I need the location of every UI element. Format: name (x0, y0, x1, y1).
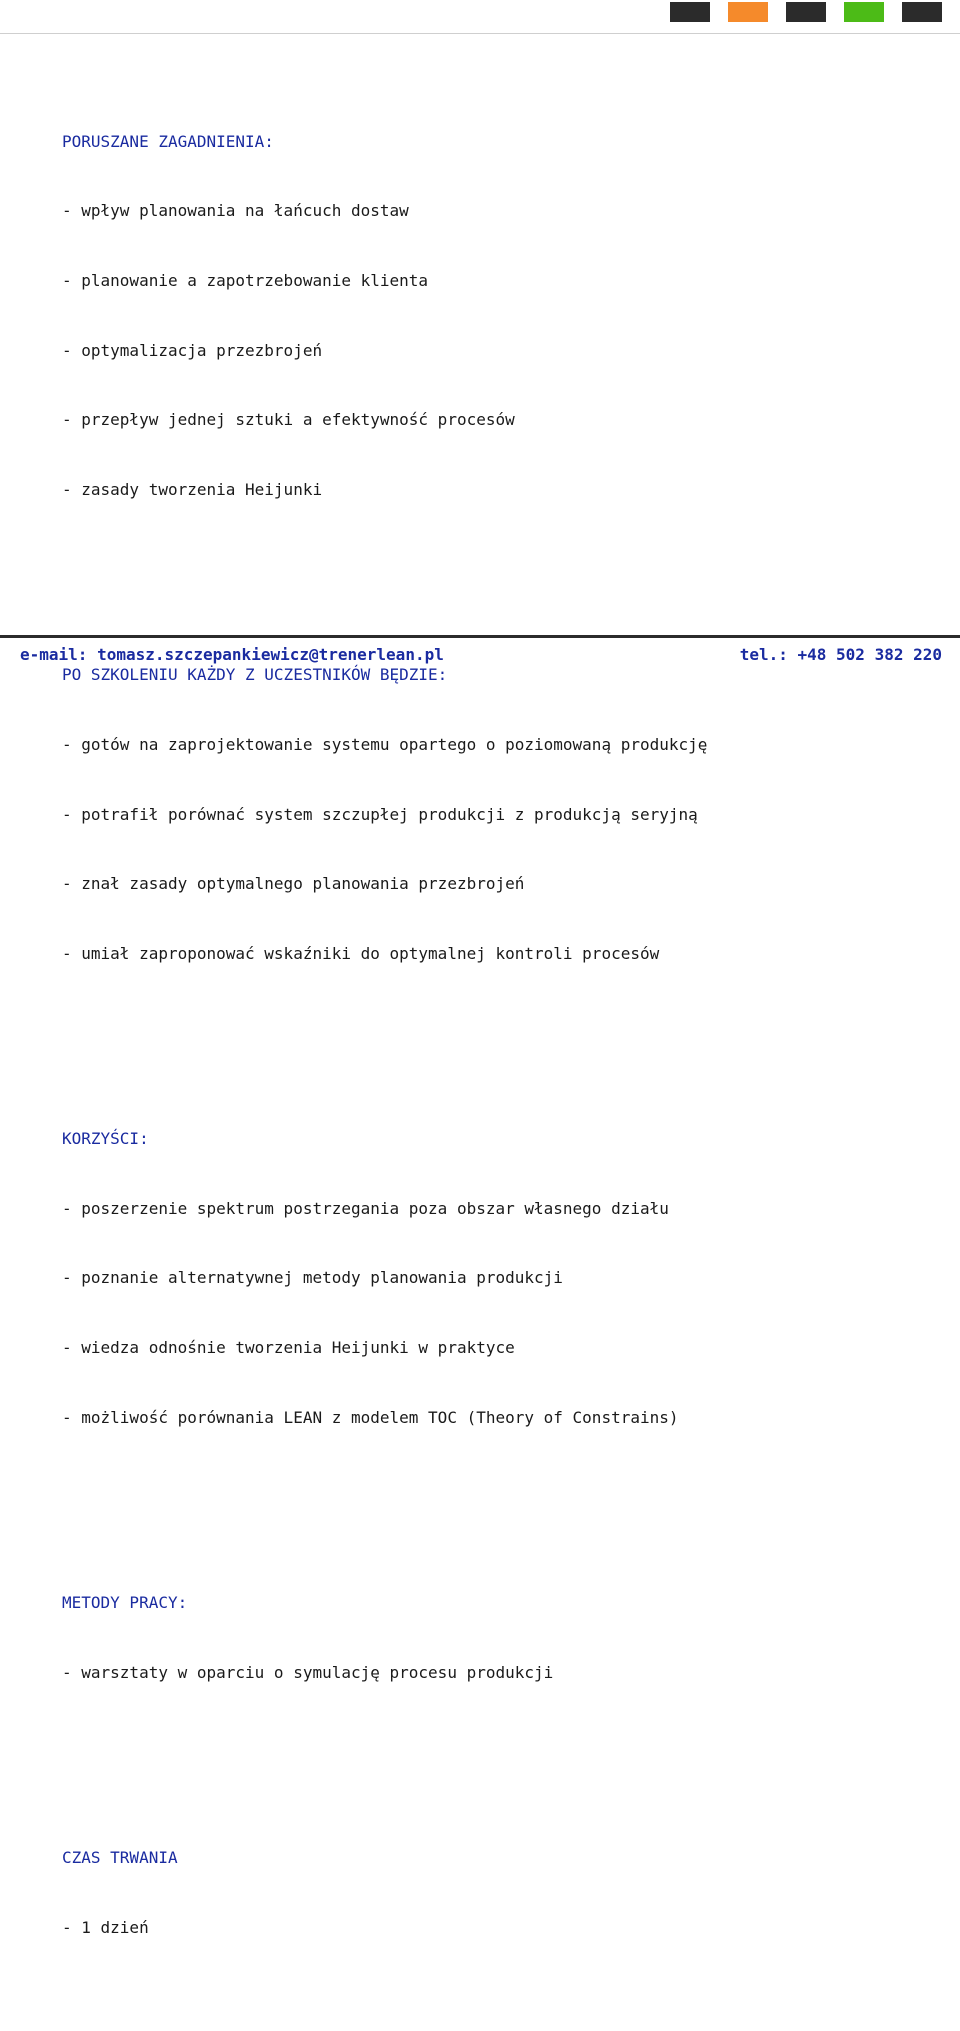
list-item: - znał zasady optymalnego planowania przezbrojeń (62, 874, 525, 894)
color-block (786, 2, 826, 22)
section-heading: KORZYŚCI: (62, 1129, 149, 1149)
footer-divider (0, 635, 960, 638)
list-item: - optymalizacja przezbrojeń (62, 340, 323, 360)
course-description (62, 37, 942, 2031)
color-block (728, 2, 768, 22)
list-item: - zasady tworzenia Heijunki (62, 479, 323, 499)
list-item: - poznanie alternatywnej metody planowania produkcji (62, 1268, 563, 1288)
top-divider (0, 33, 960, 34)
color-block (670, 2, 710, 22)
list-item: - warsztaty w oparciu o symulację procesu produkcji (62, 1662, 554, 1682)
section-methods (62, 1545, 942, 1731)
footer (20, 645, 942, 664)
section-duration (62, 1800, 942, 1986)
list-item: - planowanie a zapotrzebowanie klienta (62, 271, 429, 291)
section-benefits (62, 1081, 942, 1475)
section-heading: CZAS TRWANIA (62, 1848, 178, 1868)
top-color-blocks (670, 2, 942, 22)
footer-phone: tel.: +48 502 382 220 (739, 645, 942, 664)
section-heading: PO SZKOLENIU KAŻDY Z UCZESTNIKÓW BĘDZIE: (62, 665, 448, 685)
list-item: - wpływ planowania na łańcuch dostaw (62, 201, 409, 221)
section-heading: PORUSZANE ZAGADNIENIA: (62, 131, 274, 151)
list-item: - potrafił porównać system szczupłej produkcji z produkcją seryjną (62, 804, 698, 824)
list-item: - wiedza odnośnie tworzenia Heijunki w praktyce (62, 1337, 515, 1357)
color-block (844, 2, 884, 22)
color-block (902, 2, 942, 22)
section-outcomes (62, 617, 942, 1011)
list-item: - przepływ jednej sztuki a efektywność procesów (62, 410, 515, 430)
list-item: - 1 dzień (62, 1917, 149, 1937)
list-item: - możliwość porównania LEAN z modelem TOC (Theory of Constrains) (62, 1407, 679, 1427)
section-topics (62, 83, 942, 547)
list-item: - umiał zaproponować wskaźniki do optymalnej kontroli procesów (62, 943, 660, 963)
list-item: - gotów na zaprojektowanie systemu opartego o poziomowaną produkcję (62, 734, 708, 754)
section-heading: METODY PRACY: (62, 1593, 188, 1612)
footer-email[interactable]: e-mail: tomasz.szczepankiewicz@trenerlean.pl (20, 645, 444, 664)
list-item: - poszerzenie spektrum postrzegania poza obszar własnego działu (62, 1198, 669, 1218)
